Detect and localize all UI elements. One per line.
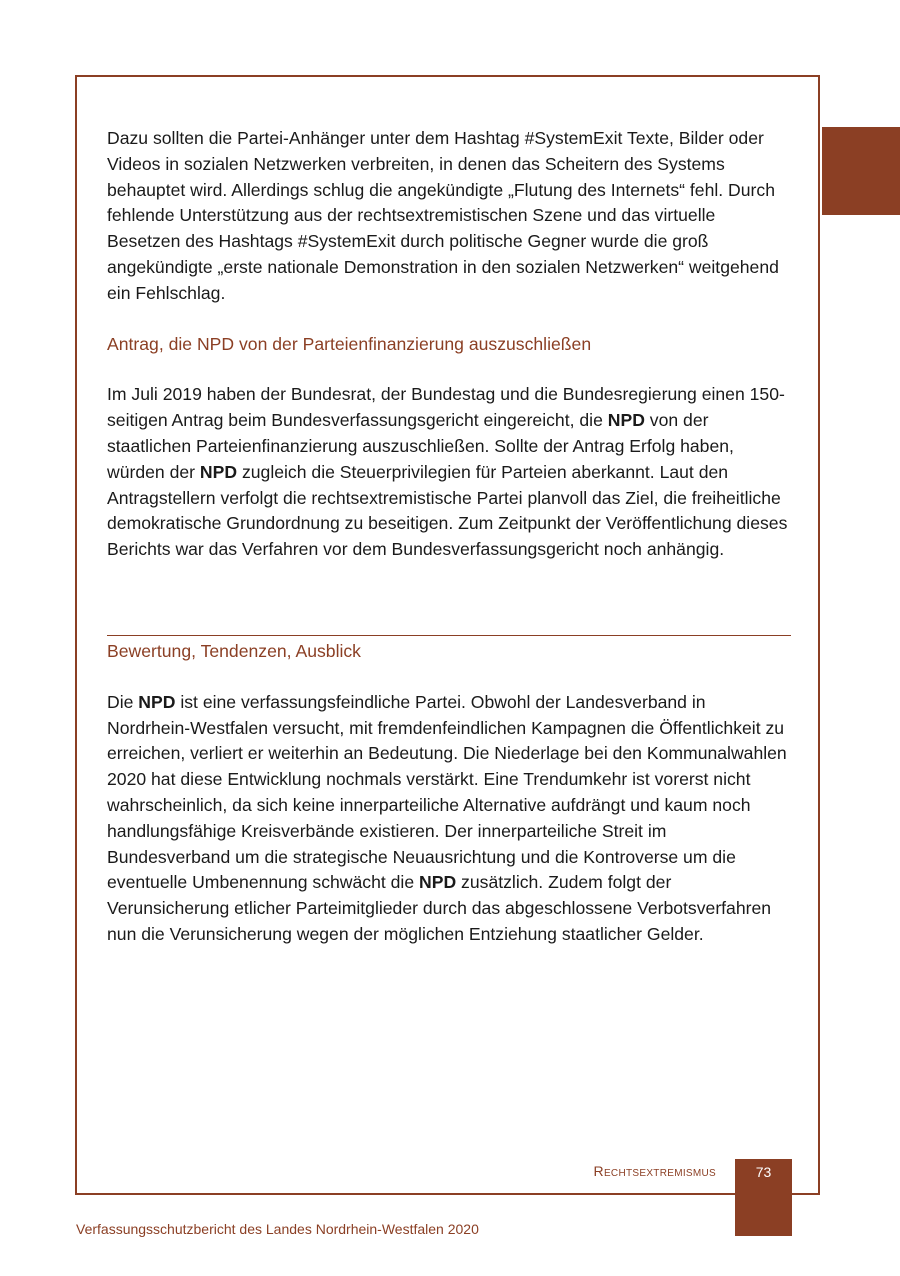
- paragraph-bewertung: [107, 690, 791, 948]
- npd-bold: NPD: [199, 461, 238, 482]
- antrag-text-3: zugleich die Steuerprivilegien für Parteien aberkannt. Laut den Antragstellern verfolgt die rechtsextremistische Partei planvoll das Ziel, die freiheitliche demokratische Grundordnung zu beseitigen. Zum Zeitpunkt der Veröffentlichung dieses Berichts war das Verfahren vor dem Bundesverfassungsgericht noch anhängig.: [107, 461, 788, 560]
- paragraph-antrag: [107, 382, 791, 563]
- antrag-text-2: von der staatlichen Parteienfinanzierung auszuschließen. Sollte der Antrag Erfolg haben, würden der: [107, 410, 734, 482]
- antrag-text-1: Im Juli 2019 haben der Bundesrat, der Bundestag und die Bundesregierung einen 150-seitigen Antrag beim Bundesverfassungsgericht eingereicht, die: [107, 384, 785, 431]
- bewertung-text-3: zusätzlich. Zudem folgt der Verunsicherung etlicher Parteimitglieder durch das abgeschlossene Verbotsverfahren nun die Verunsicherung wegen der möglichen Entziehung staatlicher Gelder.: [107, 872, 772, 944]
- page-number: 73: [755, 1164, 772, 1180]
- npd-bold: NPD: [607, 410, 645, 431]
- main-content: [107, 126, 791, 948]
- chapter-side-tab: [822, 127, 900, 215]
- heading-bewertung: Bewertung, Tendenzen, Ausblick: [107, 640, 361, 661]
- publication-title: Verfassungsschutzbericht des Landes Nordrhein-Westfalen 2020: [76, 1221, 479, 1237]
- npd-bold: NPD: [138, 691, 176, 712]
- bewertung-text-2: ist eine verfassungsfeindliche Partei. Obwohl der Landesverband in Nordrhein-Westfalen versucht, mit fremdenfeindlichen Kampagnen die Öffentlichkeit zu erreichen, verliert er weiterhin an Bedeutung. Die Niederlage bei den Kommunalwahlen 2020 hat diese Entwicklung nochmals verstärkt. Eine Trendumkehr ist vorerst nicht wahrscheinlich, da sich keine innerparteiliche Alternative aufdrängt und kaum noch handlungsfähige Kreisverbände existieren. Der innerparteiliche Streit im Bundesverband um die strategische Neuausrichtung und die Kontroverse um die eventuelle Umbenennung schwächt die: [107, 691, 787, 893]
- npd-bold: NPD: [419, 872, 457, 893]
- bewertung-text-1: Die: [107, 691, 139, 712]
- footer-section-label: Rechtsextremismus: [593, 1163, 716, 1179]
- page-number-box: [735, 1159, 792, 1236]
- paragraph-systemexit: Dazu sollten die Partei-Anhänger unter dem Hashtag #SystemExit Texte, Bilder oder Videos in sozialen Netzwerken verbreiten, in denen das Scheitern des Systems behauptet wird. Allerdings schlug die angekündigte „Flutung des Internets“ fehl. Durch fehlende Unterstützung aus der rechtsextremistischen Szene und das virtuelle Besetzen des Hashtags #SystemExit durch politische Gegner wurde die groß angekündigte „erste nationale Demonstration in den sozialen Netzwerken“ weitgehend ein Fehlschlag.: [107, 128, 779, 303]
- heading-antrag: Antrag, die NPD von der Parteienfinanzierung auszuschließen: [107, 333, 592, 354]
